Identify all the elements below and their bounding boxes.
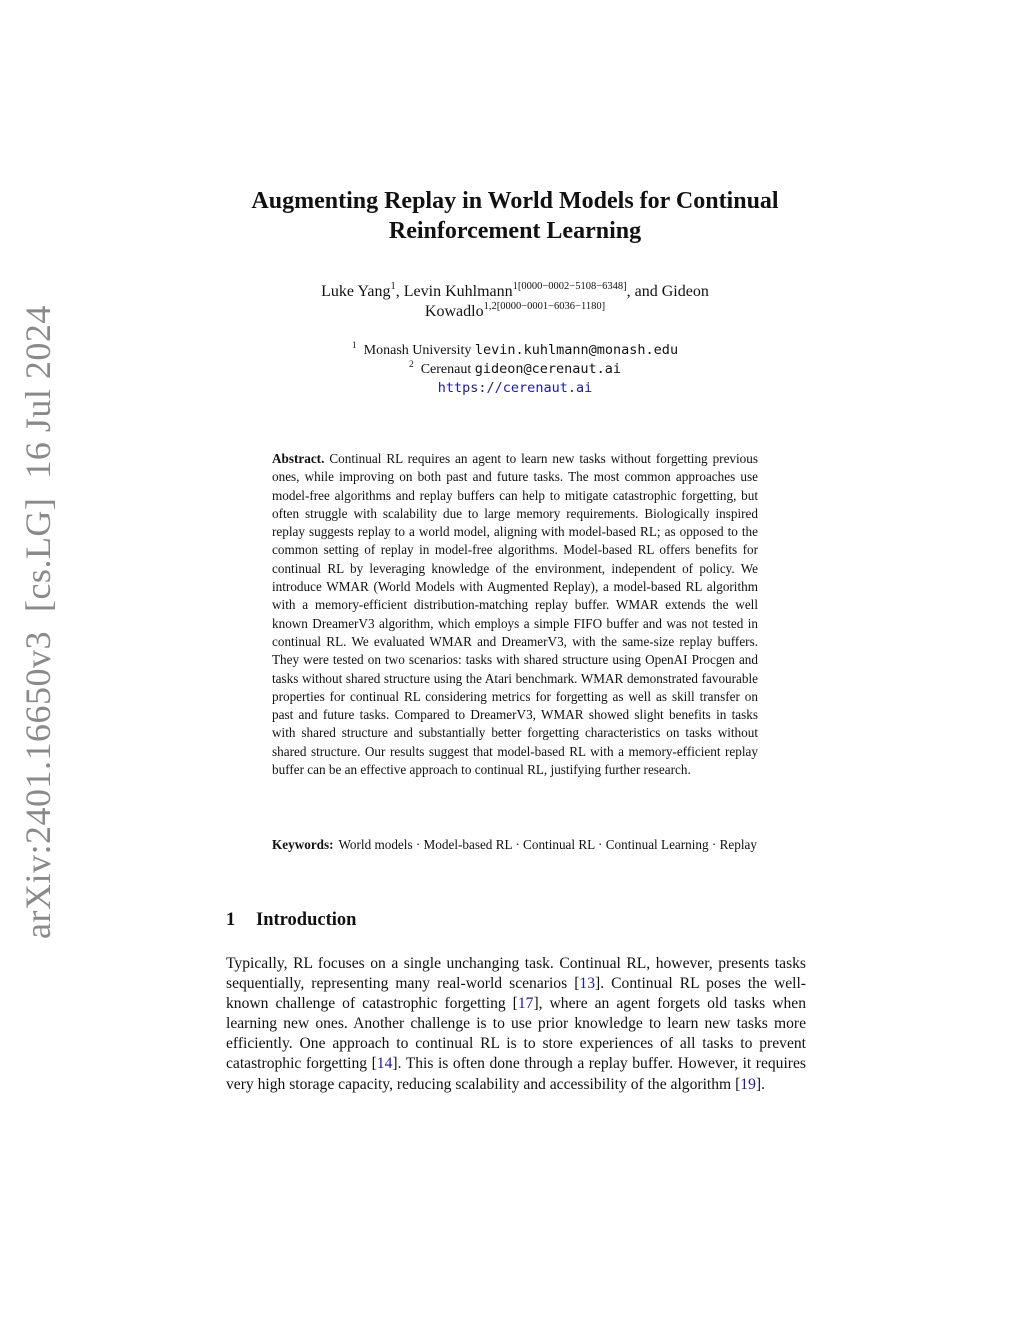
abstract-text: Continual RL requires an agent to learn new tasks without forgetting previous ones, while improving on both past and future tasks. The most common approaches use model-free algorithms and replay buffers can help to mitigate catastrophic forgetting, but often struggle with scalability due to large memory requirements. Biologically inspired replay suggests replay to a world model, aligning with model-based RL; as opposed to the common setting of replay in model-free algorithms. Model-based RL offers benefits for continual RL by leveraging knowledge of the environment, independent of policy. We introduce WMAR (World Models with Augmented Replay), a model-based RL algorithm with a memory-efficient distribution-matching replay buffer. WMAR extends the well known DreamerV3 algorithm, which employs a simple FIFO buffer and was not tested in continual RL. We evaluated WMAR and DreamerV3, with the same-size replay buffers. They were tested on two scenarios: tasks with shared structure using OpenAI Procgen and tasks without shared structure using the Atari benchmark. WMAR demonstrated favourable properties for continual RL considering metrics for forgetting as well as skill transfer on past and future tasks. Compared to DreamerV3, WMAR showed slight benefits in tasks with shared structure and substantially better forgetting characteristics on tasks without shared structure. Our results suggest that model-based RL with a memory-efficient replay buffer can be an effective approach to continual RL, justifying further research.: [272, 451, 758, 778]
email-address[interactable]: gideon@cerenaut.ai: [474, 361, 622, 377]
author-name: Luke Yang: [321, 283, 391, 300]
author-name: , and Gideon: [626, 283, 709, 300]
intro-text: Typically, RL focuses on a single unchanging task. Continual RL, however, presents tasks sequentially, representing many real-world scenarios [: [226, 955, 806, 993]
affiliation-number: 2: [408, 360, 414, 370]
abstract-label: Abstract.: [272, 451, 325, 466]
keywords: [272, 836, 758, 854]
intro-text: ].: [755, 1075, 765, 1093]
affiliation-name: Cerenaut: [420, 362, 472, 377]
intro-text: ], where an agent forgets old tasks when learning new ones. Another challenge is to use prior knowledge to learn new tasks more efficiently. One approach to continual RL is to store experiences of all tasks to prevent catastrophic forgetting [: [226, 995, 806, 1073]
author-name: Kowadlo: [424, 303, 484, 320]
title-line-1: Augmenting Replay in World Models for Continual: [251, 188, 779, 214]
affiliation-2: [240, 360, 790, 379]
affiliation-name: Monash University: [363, 343, 472, 358]
introduction-paragraph: [226, 954, 806, 1095]
keywords-text: World models · Model-based RL · Continual RL · Continual Learning · Replay: [338, 837, 757, 852]
intro-text: ]. This is often done through a replay buffer. However, it requires very high storage capacity, reducing scalability and accessibility of the algorithm [: [226, 1055, 806, 1093]
email-address[interactable]: levin.kuhlmann@monash.edu: [474, 342, 679, 358]
title-line-2: Reinforcement Learning: [388, 218, 642, 244]
affiliation-number: 1: [351, 341, 357, 351]
website-link[interactable]: https://cerenaut.ai: [437, 380, 593, 396]
citation-link[interactable]: 17: [517, 995, 534, 1013]
citation-link[interactable]: 14: [376, 1055, 393, 1073]
section-heading: [226, 908, 356, 932]
author-orcid-marker: 1,2[0000−0001−6036−1180]: [483, 301, 606, 312]
author-name: , Levin Kuhlmann: [395, 283, 513, 300]
paper-title: [240, 186, 790, 246]
affiliation-1: [240, 341, 790, 360]
keywords-label: Keywords:: [272, 837, 334, 852]
section-number: 1: [226, 910, 236, 930]
section-title: Introduction: [256, 910, 357, 930]
citation-link[interactable]: 13: [579, 975, 595, 993]
arxiv-identifier: arXiv:2401.16650v3 [cs.LG] 16 Jul 2024: [18, 305, 58, 939]
intro-text: ]. Continual RL poses the well-known challenge of catastrophic forgetting [: [226, 975, 806, 1013]
abstract: [272, 450, 758, 779]
author-orcid-marker: 1[0000−0002−5108−6348]: [512, 281, 627, 292]
author-line-2: [240, 302, 790, 322]
author-list: [240, 282, 790, 322]
citation-link[interactable]: 19: [740, 1075, 756, 1093]
author-line-1: [240, 282, 790, 302]
affiliations: [240, 341, 790, 397]
author-affiliation-marker: 1: [390, 281, 396, 292]
